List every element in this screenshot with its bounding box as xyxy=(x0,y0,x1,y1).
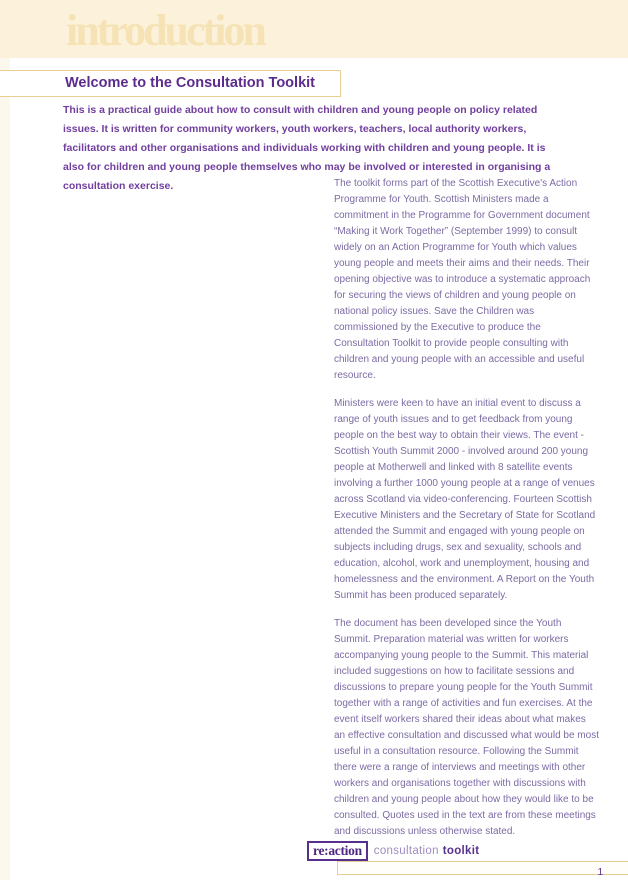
series-label-consultation: consultation xyxy=(373,844,439,857)
section-banner-title: introduction xyxy=(66,6,264,55)
footer-brand-row xyxy=(307,840,479,861)
page-heading-box xyxy=(0,70,341,97)
reaction-logo-box xyxy=(307,841,368,861)
left-margin-strip xyxy=(0,58,10,880)
body-paragraph: Ministers were keen to have an initial event to discuss a range of youth issues and to get feedback from young people on the best way to obtain their views. The event - Scottish Youth Summit 2000 - involved around 200 young people at Motherwell and linked with 8 satellite events involving a further 1000 young people at a range of venues across Scotland via video-conferencing. Fourteen Scottish Executive Ministers and the Secretary of State for Scotland attended the Summit and engaged with young people on subjects including drugs, sex and sexuality, schools and education, alcohol, work and unemployment, housing and homelessness and the environment. A Report on the Youth Summit has been produced separately. xyxy=(334,398,596,601)
reaction-logo-text: re:action xyxy=(313,842,362,858)
section-banner xyxy=(0,0,628,58)
intro-paragraph: This is a practical guide about how to consult with children and young people on policy related issues. It is written for community workers, youth workers, teachers, local authority workers, facilitators and other organisations and individuals working with children and young people. It is also for children and young people themselves who may be involved or interested in organising a consultation exercise. xyxy=(63,104,551,192)
body-text-column xyxy=(334,176,599,852)
page-title: Welcome to the Consultation Toolkit xyxy=(65,75,315,91)
page-number-bar xyxy=(337,861,628,878)
body-paragraph: The toolkit forms part of the Scottish Executive's Action Programme for Youth. Scottish Ministers made a commitment in the Programme for Government document “Making it Work Together” (September 1999) to consult widely on an Action Programme for Youth which values young people and meets their aims and their needs. Their opening objective was to introduce a systematic approach for securing the views of children and young people on national policy issues. Save the Children was commissioned by the Executive to produce the Consultation Toolkit to provide people consulting with children and young people with an accessible and useful resource. xyxy=(334,178,591,381)
body-paragraph: The document has been developed since the Youth Summit. Preparation material was written for workers accompanying young people to the Summit. This material included suggestions on how to facilitate sessions and discussions to prepare young people for the Youth Summit together with a range of activities and fun exercises. At the event itself workers shared their ideas about what makes an effective consultation and discussed what would be most useful in a consultation resource. Following the Summit there were a range of interviews and meetings with other workers and organisations together with discussions with children and young people about how they would like to be consulted. Quotes used in the text are from these meetings and discussions unless otherwise stated. xyxy=(334,618,599,837)
series-label-toolkit: toolkit xyxy=(442,844,480,857)
page-number: 1 xyxy=(597,867,603,878)
